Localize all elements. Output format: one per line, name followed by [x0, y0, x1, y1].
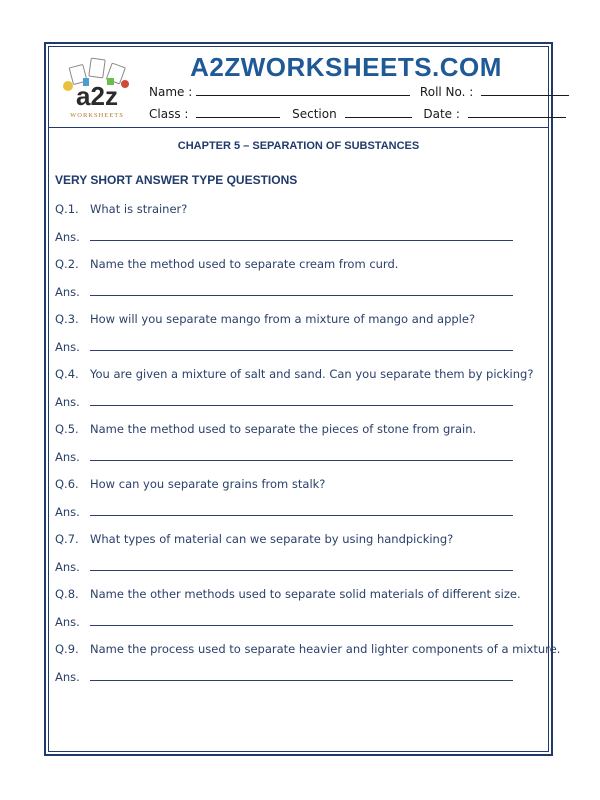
question-text: What is strainer?	[90, 202, 188, 216]
question-number: Q.5.	[55, 422, 79, 436]
question-6	[55, 477, 325, 491]
question-number: Q.2.	[55, 257, 79, 271]
answer-label: Ans.	[55, 560, 80, 574]
question-number: Q.6.	[55, 477, 79, 491]
answer-line-3[interactable]	[90, 350, 513, 351]
date-field[interactable]	[468, 106, 566, 118]
question-8	[55, 587, 521, 601]
date-label: Date :	[423, 107, 460, 121]
answer-label: Ans.	[55, 340, 80, 354]
question-7	[55, 532, 453, 546]
question-9	[55, 642, 560, 656]
answer-label: Ans.	[55, 450, 80, 464]
question-2	[55, 257, 398, 271]
question-number: Q.3.	[55, 312, 79, 326]
question-text: Name the method used to separate cream from curd.	[90, 257, 399, 271]
site-title: A2ZWORKSHEETS.COM	[190, 52, 502, 82]
section-title: VERY SHORT ANSWER TYPE QUESTIONS	[55, 173, 298, 187]
name-roll-row	[149, 84, 569, 99]
question-number: Q.1.	[55, 202, 79, 216]
name-label: Name :	[149, 85, 193, 99]
section-label: Section	[292, 107, 337, 121]
question-text: Name the other methods used to separate solid materials of different size.	[90, 587, 521, 601]
logo-subtext: WORKSHEETS	[70, 112, 124, 119]
section-field[interactable]	[345, 106, 412, 118]
question-text: Name the method used to separate the pieces of stone from grain.	[90, 422, 477, 436]
question-number: Q.9.	[55, 642, 79, 656]
name-field[interactable]	[196, 84, 410, 96]
a2z-logo	[57, 56, 137, 122]
answer-label: Ans.	[55, 670, 80, 684]
answer-label: Ans.	[55, 285, 80, 299]
answer-line-2[interactable]	[90, 295, 513, 296]
question-number: Q.4.	[55, 367, 79, 381]
answer-label: Ans.	[55, 395, 80, 409]
answer-label: Ans.	[55, 230, 80, 244]
class-label: Class :	[149, 107, 189, 121]
chapter-title: CHAPTER 5 – SEPARATION OF SUBSTANCES	[177, 140, 420, 152]
roll-no-field[interactable]	[481, 84, 569, 96]
question-4	[55, 367, 533, 381]
answer-label: Ans.	[55, 615, 80, 629]
question-text: What types of material can we separate by using handpicking?	[90, 532, 454, 546]
question-5	[55, 422, 476, 436]
answer-line-9[interactable]	[90, 680, 513, 681]
logo-text: a2z	[76, 81, 118, 111]
question-text: Name the process used to separate heavier and lighter components of a mixture.	[90, 642, 561, 656]
answer-line-1[interactable]	[90, 240, 513, 241]
answer-line-8[interactable]	[90, 625, 513, 626]
answer-line-5[interactable]	[90, 460, 513, 461]
answer-line-4[interactable]	[90, 405, 513, 406]
question-text: You are given a mixture of salt and sand. Can you separate them by picking?	[90, 367, 534, 381]
header-divider	[48, 127, 549, 128]
answer-line-6[interactable]	[90, 515, 513, 516]
answer-label: Ans.	[55, 505, 80, 519]
question-1	[55, 202, 187, 216]
question-number: Q.7.	[55, 532, 79, 546]
class-section-date-row	[149, 106, 566, 121]
roll-no-label: Roll No. :	[419, 85, 474, 99]
question-3	[55, 312, 475, 326]
answer-line-7[interactable]	[90, 570, 513, 571]
question-text: How will you separate mango from a mixture of mango and apple?	[90, 312, 476, 326]
question-number: Q.8.	[55, 587, 79, 601]
question-text: How can you separate grains from stalk?	[90, 477, 326, 491]
class-field[interactable]	[196, 106, 280, 118]
